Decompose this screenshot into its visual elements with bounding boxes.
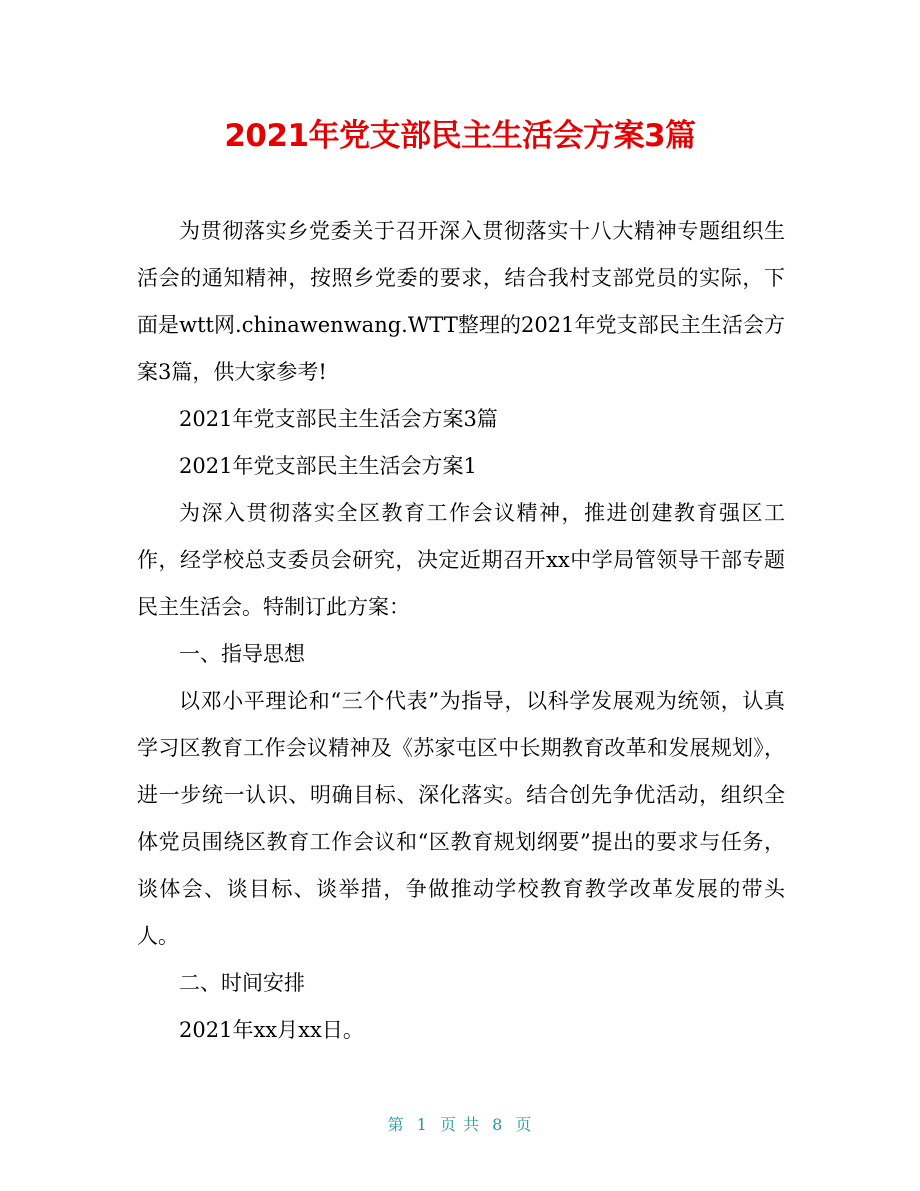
footer-middle: 页 共 bbox=[439, 1115, 481, 1134]
document-body bbox=[137, 208, 785, 1054]
schedule-date-paragraph: 2021年xx月xx日。 bbox=[179, 1018, 364, 1042]
footer-total-pages: 8 bbox=[492, 1115, 504, 1134]
subtitle-line: 2021年党支部民主生活会方案3篇 bbox=[179, 407, 498, 431]
document-title: 2021年党支部民主生活会方案3篇 bbox=[224, 118, 696, 154]
page-footer bbox=[0, 1112, 920, 1135]
footer-page-number: 1 bbox=[416, 1115, 428, 1134]
footer-prefix: 第 bbox=[387, 1115, 405, 1134]
guiding-ideology-paragraph: 以邓小平理论和“三个代表”为指导，以科学发展观为统领，认真学习区教育工作会议精神及《苏家屯区中长期教育改革和发展规划》，进一步统一认识、明确目标、深化落实。结合创先争优活动，组织全体党员围绕区教育工作会议和“区教育规划纲要”提出的要求与任务，谈体会、谈目标、谈举措，争做推动学校教育教学改革发展的带头人。 bbox=[137, 689, 785, 948]
plan-1-intro-paragraph: 为深入贯彻落实全区教育工作会议精神，推进创建教育强区工作，经学校总支委员会研究，决定近期召开xx中学局管领导干部专题民主生活会。特制订此方案： bbox=[137, 501, 785, 619]
section-heading-plan-1: 2021年党支部民主生活会方案1 bbox=[179, 454, 477, 478]
intro-paragraph: 为贯彻落实乡党委关于召开深入贯彻落实十八大精神专题组织生活会的通知精神，按照乡党委的要求，结合我村支部党员的实际，下面是wtt网.chinawenwang.WTT整理的2021年党支部民主生活会方案3篇，供大家参考! bbox=[137, 219, 785, 384]
section-heading-schedule: 二、时间安排 bbox=[179, 971, 305, 995]
footer-suffix: 页 bbox=[515, 1115, 533, 1134]
section-heading-guiding-ideology: 一、指导思想 bbox=[179, 642, 305, 666]
